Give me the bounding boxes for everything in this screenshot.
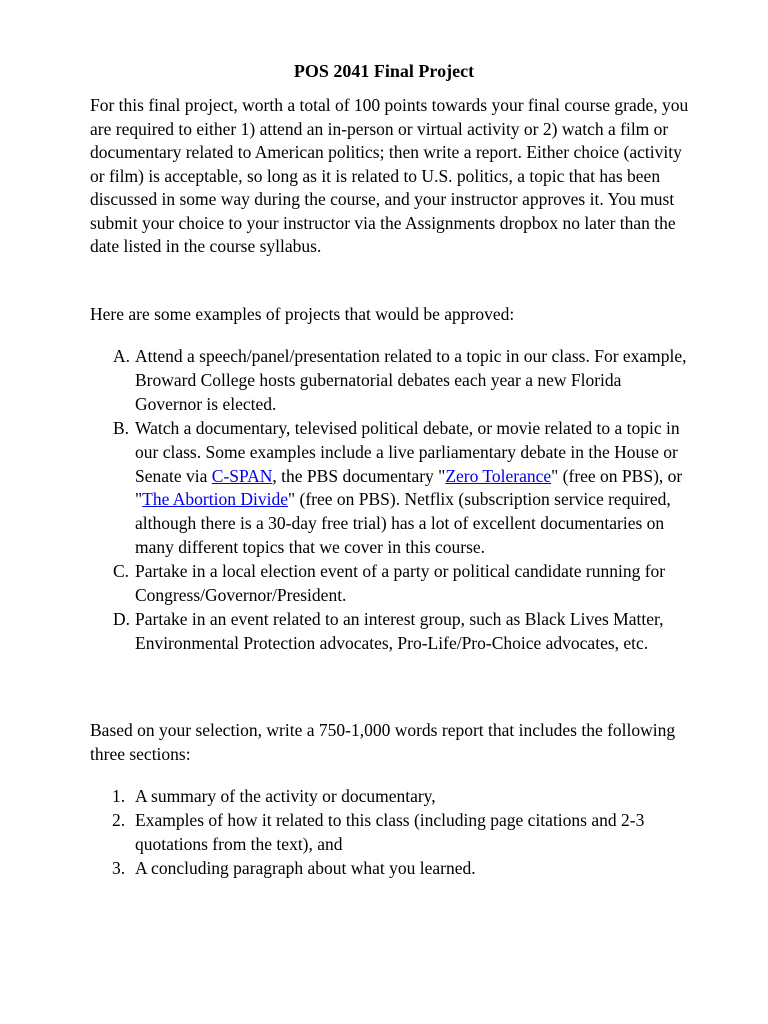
text-segment: , the PBS documentary " [272, 465, 446, 486]
report-intro: Based on your selection, write a 750-1,000 words report that includes the following three sections: [90, 720, 676, 764]
document-title: POS 2041 Final Project [293, 61, 475, 81]
zero-tolerance-link[interactable]: Zero Tolerance [445, 465, 552, 486]
list-marker: 3. [112, 857, 126, 878]
list-item-text: Attend a speech/panel/presentation related to a topic in our class. For example, Broward College hosts gubernatorial debates each year a new Florida Governor is elected. [135, 346, 687, 414]
list-marker: 1. [112, 786, 126, 806]
list-item-text: A concluding paragraph about what you learned. [135, 857, 476, 878]
cspan-link[interactable]: C-SPAN [211, 465, 273, 486]
list-item-text: Partake in an event related to an interest group, such as Black Lives Matter, Environmental Protection advocates, Pro-Life/Pro-Choice advocates, etc. [135, 608, 664, 653]
list-item-text: Examples of how it related to this class (including page citations and 2-3 quotations from the text), and [135, 809, 645, 854]
list-item [90, 560, 690, 608]
list-item [90, 608, 690, 656]
text-segment: " (free on PBS), or " [135, 465, 683, 510]
text-segment: Watch a documentary, televised political debate, or movie related to a topic in our class. Some examples include a live parliamentary debate in the House or Senate via [135, 417, 680, 486]
sections-list [90, 785, 690, 881]
list-marker: C. [113, 561, 130, 582]
abortion-divide-link[interactable]: The Abortion Divide [142, 489, 288, 510]
list-marker: 2. [112, 809, 126, 830]
list-item [90, 785, 690, 809]
list-item [90, 417, 690, 560]
list-item-text [135, 418, 682, 558]
examples-list [90, 345, 690, 656]
intro-paragraph: For this final project, worth a total of 100 points towards your final course grade, you are required to either 1) attend an in-person or virtual activity or 2) watch a film or documentary related to American politics; then write a report. Either choice (activity or film) is acceptable, so long as it is related to U.S. politics, a topic that has been discussed in some way during the course, and your instructor approves it. You must submit your choice to your instructor via the Assignments dropbox no later than the date listed in the course syllabus. [90, 95, 689, 256]
list-item [90, 809, 690, 857]
list-marker: D. [113, 608, 131, 629]
examples-intro: Here are some examples of projects that would be approved: [90, 304, 515, 324]
list-item [90, 345, 690, 417]
text-segment: " (free on PBS). Netflix (subscription service required, although there is a 30-day free trial) has a lot of excellent documentaries on many different topics that we cover in this course. [135, 489, 671, 558]
list-marker: B. [113, 417, 130, 438]
list-item [90, 857, 690, 881]
list-item-text: A summary of the activity or documentary, [135, 786, 436, 806]
list-item-text: Partake in a local election event of a party or political candidate running for Congress/Governor/President. [135, 561, 666, 606]
list-marker: A. [113, 346, 131, 366]
